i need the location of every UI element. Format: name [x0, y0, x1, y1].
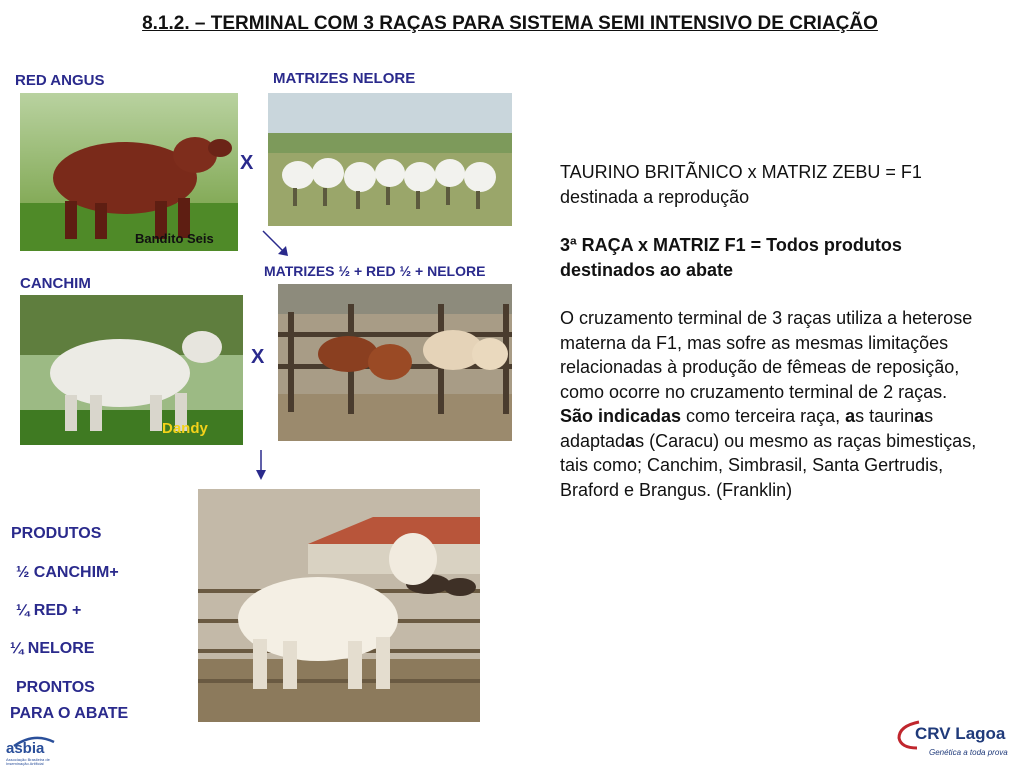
arrow-down-icon [254, 448, 268, 482]
label-matrizes-nelore: MATRIZES NELORE [273, 70, 416, 87]
produtos-line-4: ¼ NELORE [10, 640, 95, 657]
caption-dandy: Dandy [162, 420, 208, 437]
crv-tagline: Genética a toda prova [929, 748, 1008, 757]
explanation-bold-letter: a [845, 406, 856, 426]
paragraph-cross-f1: TAURINO BRITÃNICO x MATRIZ ZEBU = F1 destinada a reprodução [560, 162, 922, 207]
paragraph-terminal: 3ª RAÇA x MATRIZ F1 = Todos produtos destinados ao abate [560, 235, 902, 280]
produtos-line-3: ¼ RED + [16, 602, 82, 619]
explanation-part: O cruzamento terminal de 3 raças utiliza a heterose materna da F1, mas sofre as mesmas limitações relacionadas à produção de fêmeas de reposição, como ocorre no cruzamento terminal de 2 raças. [560, 308, 973, 402]
asbia-subtitle: Associação Brasileira de Inseminação Artificial [6, 758, 50, 766]
explanation-part: s taurin [855, 406, 915, 426]
explanation-part: como terceira raça, [681, 406, 846, 426]
label-matrizes-f1: MATRIZES ½ + RED ½ + NELORE [264, 263, 486, 279]
explanation-bold: São indicadas [560, 406, 682, 426]
asbia-wordmark: asbia [6, 740, 45, 757]
asbia-logo [4, 734, 64, 764]
caption-bandito: Bandito Seis [135, 231, 214, 246]
crv-wordmark: CRV Lagoa [915, 724, 1006, 743]
produtos-line-2: ½ CANCHIM+ [16, 564, 119, 581]
f1-matrizes-photo [278, 284, 512, 441]
cross-symbol-2: X [251, 346, 265, 368]
produtos-line-6: PARA O ABATE [10, 705, 129, 722]
produtos-line-5: PRONTOS [16, 679, 95, 696]
page-title: 8.1.2. – TERMINAL COM 3 RAÇAS PARA SISTEMA SEMI INTENSIVO DE CRIAÇÃO [142, 13, 878, 34]
produtos-line-1: PRODUTOS [11, 525, 102, 542]
arrow-diagonal-icon [260, 228, 292, 260]
explanation-bold-letter: a [914, 406, 925, 426]
cross-symbol-1: X [240, 152, 254, 174]
explanation-part: s adaptad [560, 406, 934, 451]
explanation-part: s (Caracu) ou mesmo as raças bimestiças, tais como; Canchim, Simbrasil, Santa Gertrudis, Braford e Brangus. (Franklin) [560, 430, 977, 500]
description-text [560, 160, 980, 526]
label-red-angus: RED ANGUS [15, 72, 105, 89]
produtos-block [0, 0, 200, 768]
crv-lagoa-logo [893, 716, 1018, 764]
nelore-herd-photo [268, 93, 512, 226]
explanation-bold-letter: a [625, 430, 636, 451]
paragraph-explanation [560, 306, 980, 502]
label-canchim: CANCHIM [20, 275, 91, 292]
terminal-product-photo [198, 489, 480, 722]
